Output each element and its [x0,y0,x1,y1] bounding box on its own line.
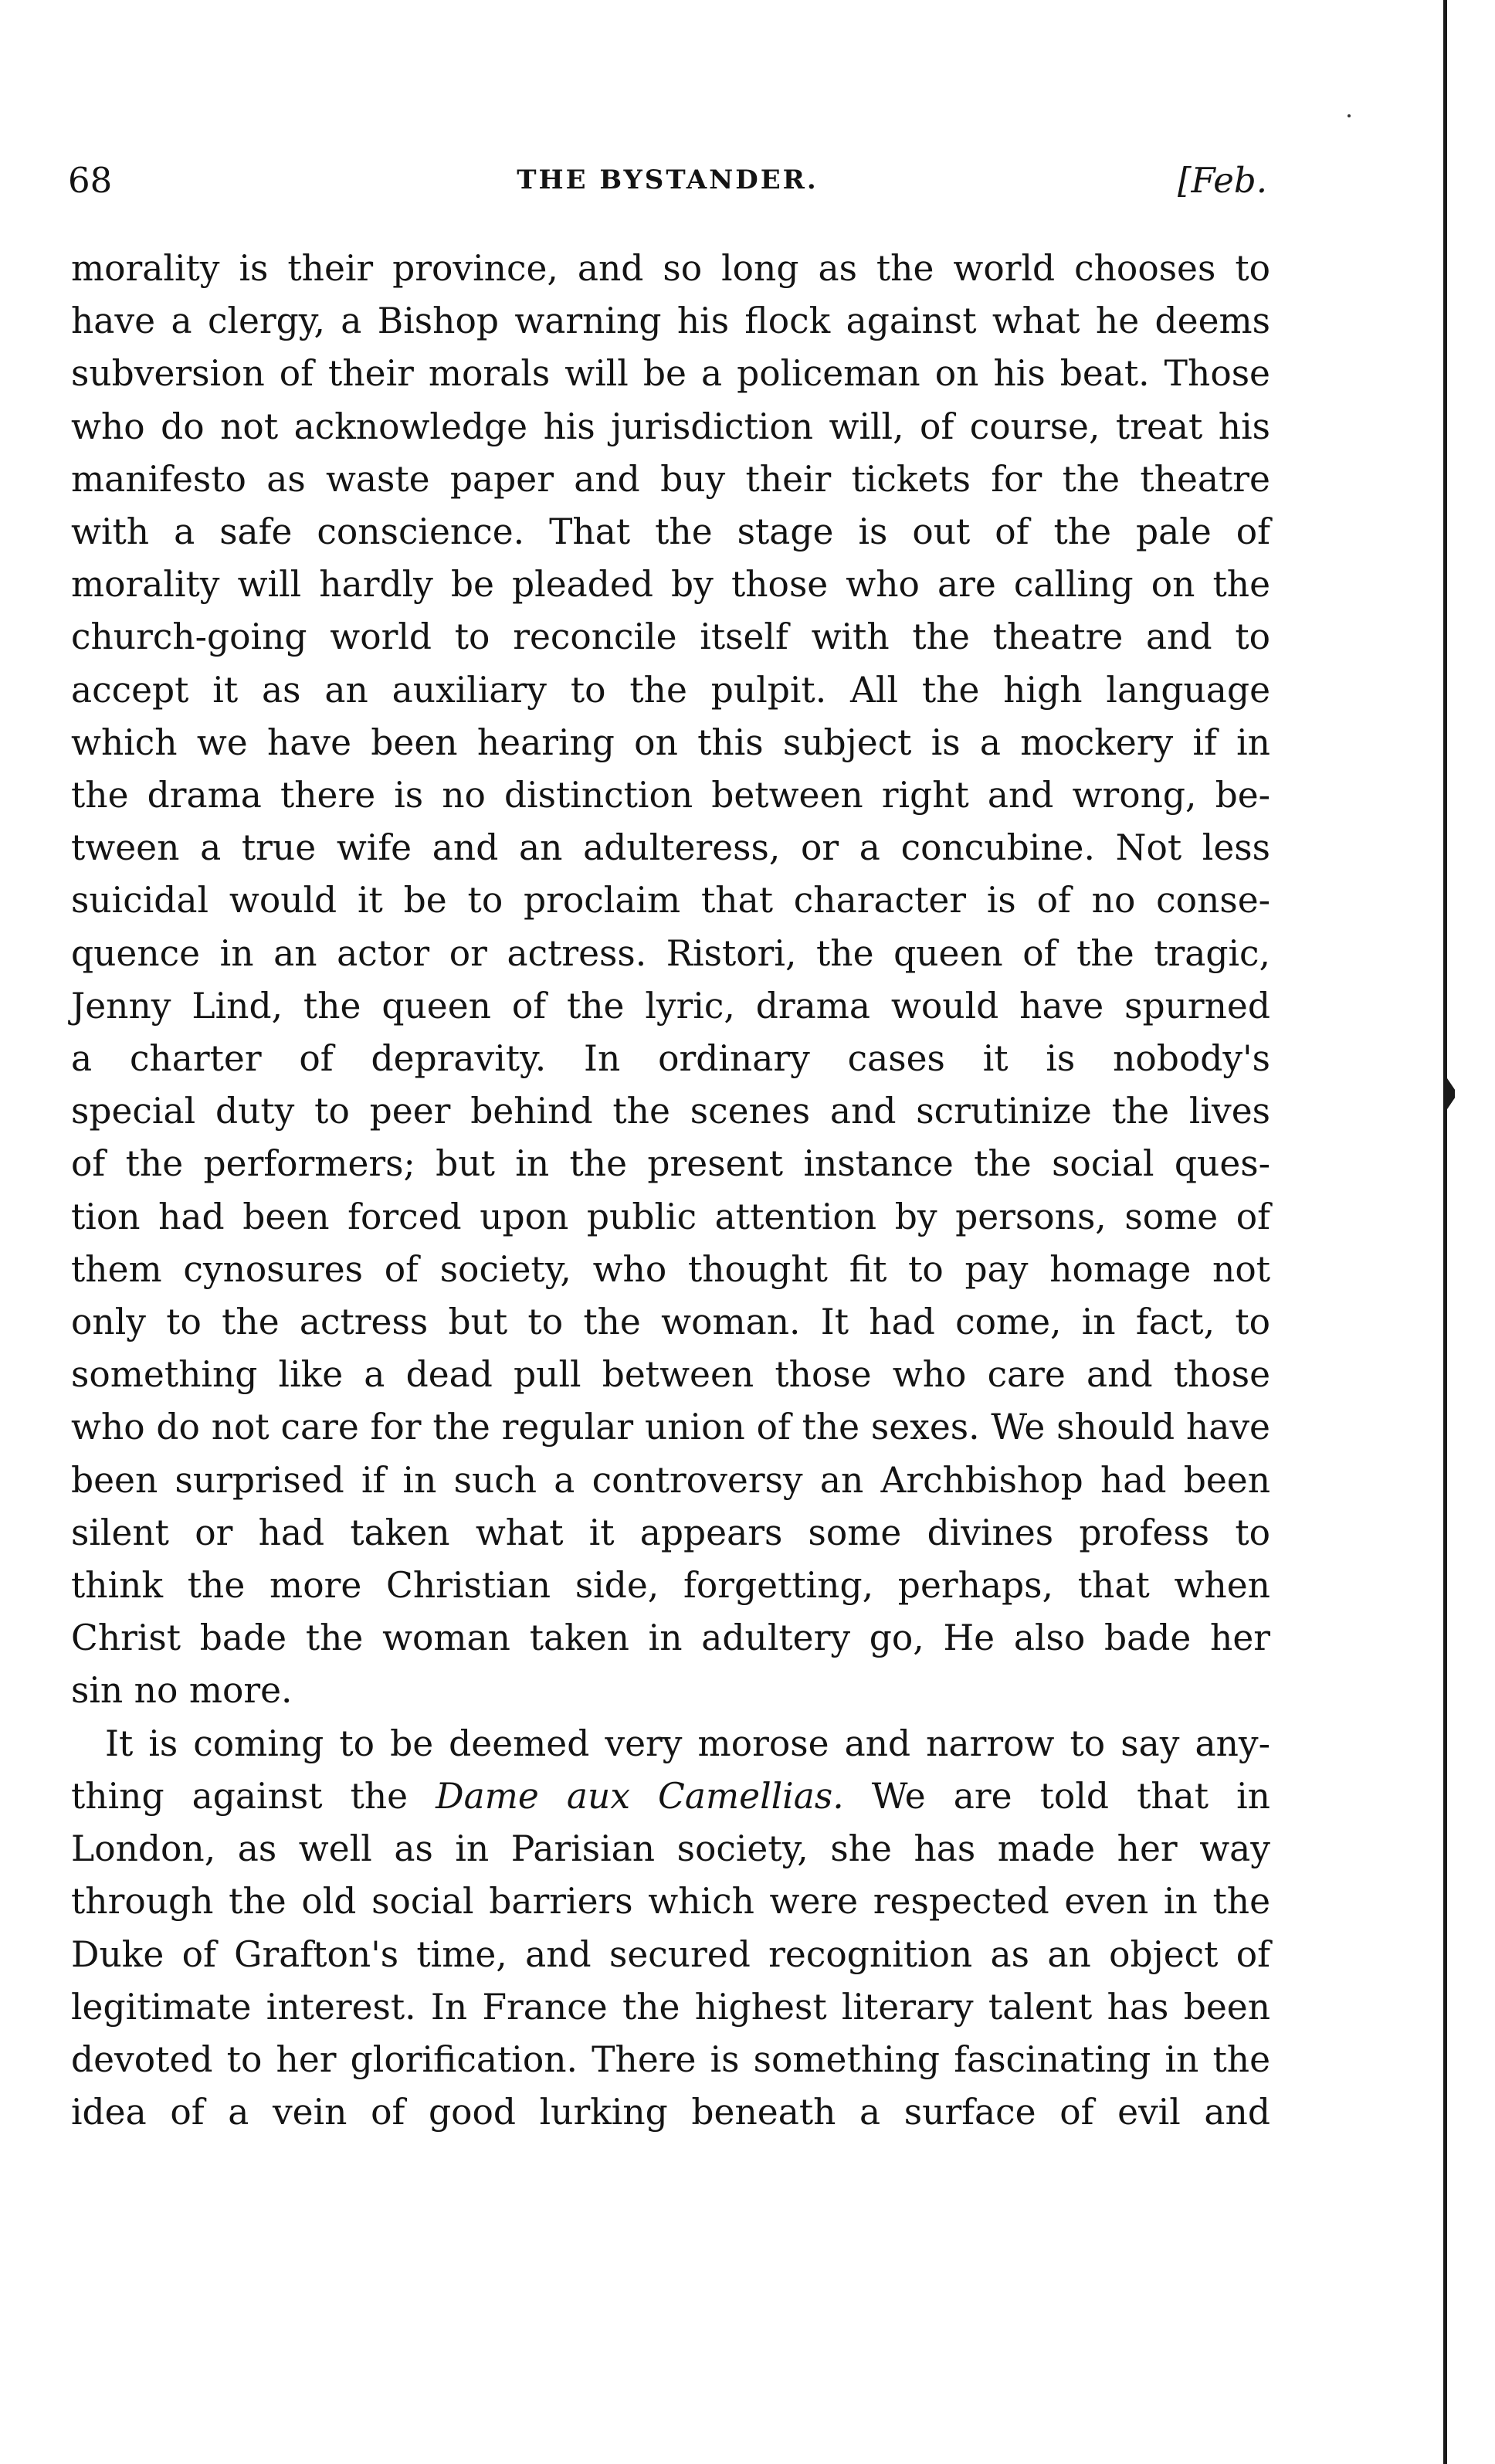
text-line: Jenny Lind, the queen of the lyric, drama would have spurned [71,985,1270,1027]
text-line: who do not acknowledge his jurisdiction will, of course, treat his [71,406,1270,447]
page-edge-line [1443,0,1447,2464]
text-line: suicidal would it be to proclaim that character is of no conse- [71,880,1270,921]
text-line: morality is their province, and so long as the world chooses to [71,248,1270,289]
text-line: legitimate interest. In France the highest literary talent has been [71,1986,1270,2028]
text-line: quence in an actor or actress. Ristori, the queen of the tragic, [71,932,1270,974]
text-line: It is coming to be deemed very morose and narrow to say any- [105,1722,1270,1764]
text-line: idea of a vein of good lurking beneath a surface of evil and [71,2092,1270,2133]
text-line: silent or had taken what it appears some divines profess to [71,1512,1270,1553]
text-line: only to the actress but to the woman. It had come, in fact, to [71,1302,1270,1343]
text-line: something like a dead pull between those who care and those [71,1354,1270,1396]
ink-speck [1348,114,1351,117]
text-line: through the old social barriers which were respected even in the [71,1881,1270,1923]
running-date: [Feb. [1177,160,1267,201]
italic-title: Dame aux Camellias. [436,1775,844,1817]
text-line: them cynosures of society, who thought fit to pay homage not [71,1248,1270,1290]
text-line: manifesto as waste paper and buy their tickets for the theatre [71,458,1270,500]
text-line: devoted to her glorification. There is something fascinating in the [71,2038,1270,2080]
text-line: think the more Christian side, forgetting, perhaps, that when [71,1565,1270,1607]
running-title: THE BYSTANDER. [517,165,819,195]
body-text [71,243,1270,2139]
text-line: been surprised if in such a controversy an Archbishop had been [71,1459,1270,1501]
paragraph-2 [71,1718,1270,2140]
text-line: Christ bade the woman taken in adultery go, He also bade her [71,1617,1270,1659]
text-line: sin no more. [71,1670,293,1712]
text-line: tion had been forced upon public attention by persons, some of [71,1196,1270,1237]
text-line: London, as well as in Parisian society, she has made her way [71,1828,1270,1870]
text-fragment: thing against the [71,1775,436,1817]
text-line: tween a true wife and an adulteress, or a concubine. Not less [71,827,1270,869]
text-line: Duke of Grafton's time, and secured recognition as an object of [71,1933,1270,1975]
text-line: who do not care for the regular union of the sexes. We should have [71,1407,1270,1448]
page-number: 68 [68,160,113,201]
text-fragment: We are told that in [843,1775,1270,1817]
page-edge-notch [1444,1074,1455,1114]
text-line: special duty to peer behind the scenes and scrutinize the lives [71,1091,1270,1132]
text-line: which we have been hearing on this subject is a mockery if in [71,721,1270,763]
text-line: the drama there is no distinction between right and wrong, be- [71,775,1270,816]
text-line: with a safe conscience. That the stage is out of the pale of [71,511,1270,553]
text-line: subversion of their morals will be a policeman on his beat. Those [71,353,1270,395]
text-line: have a clergy, a Bishop warning his flock against what he deems [71,300,1270,342]
text-line [71,1770,1270,1823]
text-line: accept it as an auxiliary to the pulpit. All the high language [71,669,1270,711]
text-line: of the performers; but in the present instance the social ques- [71,1143,1270,1185]
text-line: morality will hardly be pleaded by those who are calling on the [71,564,1270,606]
text-line: church-going world to reconcile itself with the theatre and to [71,616,1270,658]
paragraph-1 [71,243,1270,1718]
text-line: a charter of depravity. In ordinary cases it is nobody's [71,1038,1270,1080]
running-header [68,160,1267,206]
